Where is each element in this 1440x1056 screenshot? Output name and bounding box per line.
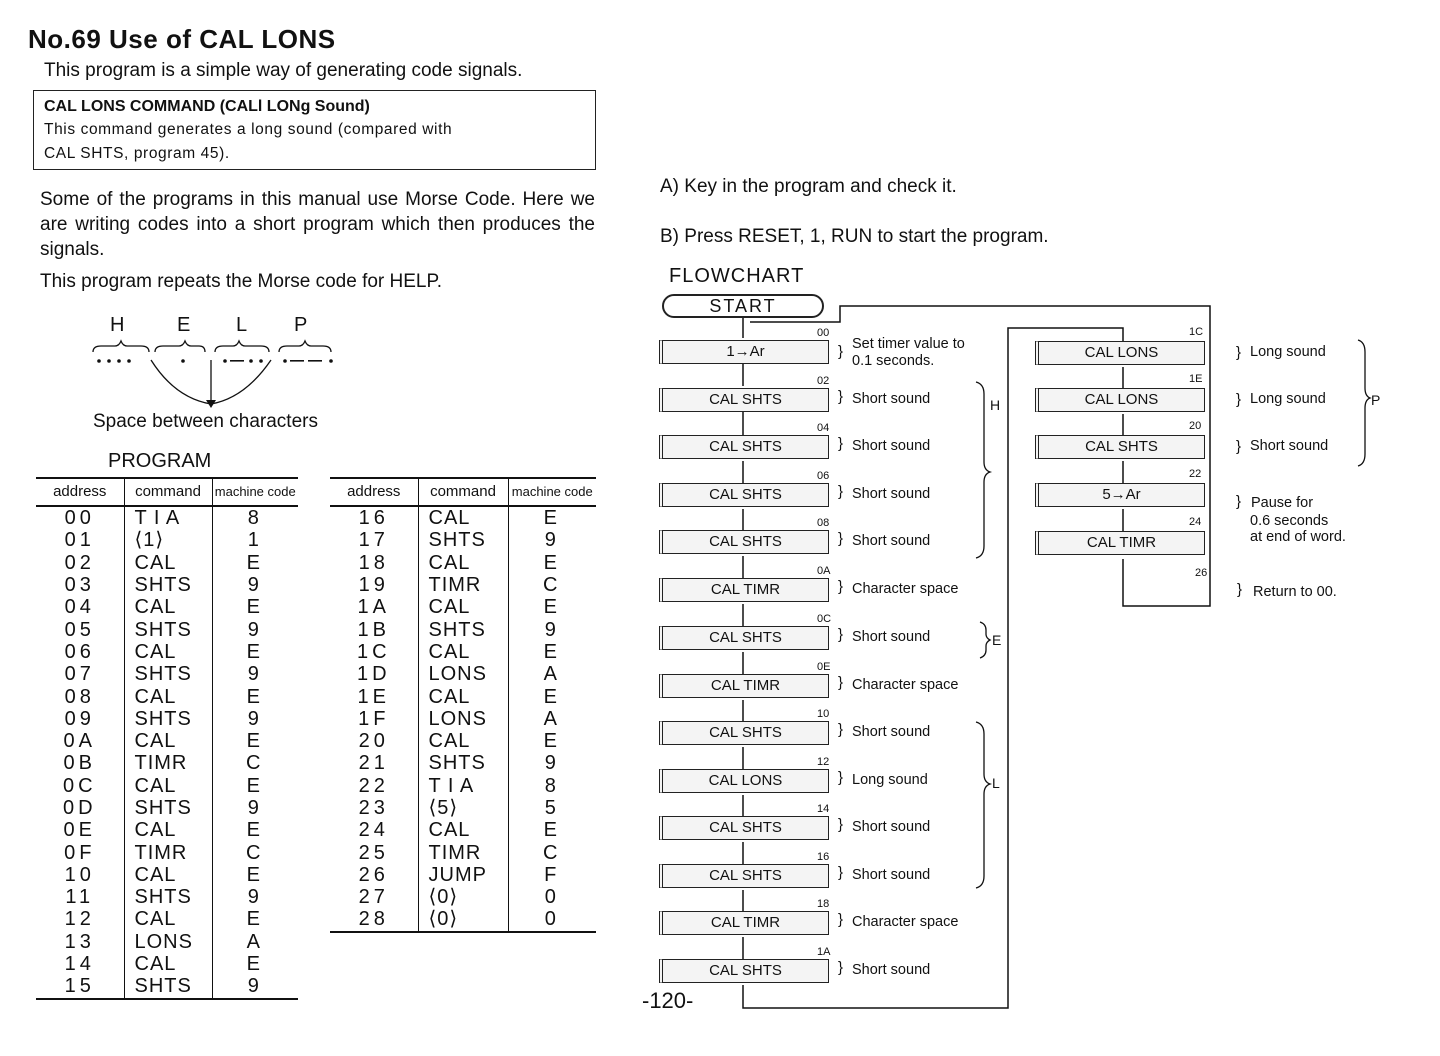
table-row: [36, 596, 298, 618]
help-paragraph: This program repeats the Morse code for HELP.: [40, 271, 443, 292]
table-row: [36, 819, 298, 841]
table-row: [36, 975, 298, 998]
bracket: }: [1236, 438, 1242, 455]
command-box: [33, 90, 596, 170]
machine-code-cell: E: [246, 640, 264, 663]
flowchart-step: 5→Ar: [1035, 483, 1205, 507]
address-cell: 24: [330, 819, 418, 841]
machine-code-cell: E: [543, 640, 561, 663]
step-description: Long sound: [852, 772, 928, 788]
machine-code-cell: 9: [212, 975, 298, 998]
step-address: 00: [817, 327, 830, 339]
command-cell: CAL: [124, 685, 212, 707]
command-cell: TIMR: [124, 841, 212, 863]
table-row: [330, 775, 596, 797]
flowchart-step: CAL SHTS: [659, 388, 829, 412]
step-address: 26: [1195, 567, 1208, 579]
table-row: [36, 841, 298, 863]
machine-code-cell: 5: [544, 797, 560, 819]
morse-letter-e: E: [177, 314, 191, 336]
command-cell: TIMR: [124, 752, 212, 774]
machine-code-cell: E: [543, 730, 561, 753]
table-row: [36, 886, 298, 908]
group-braces: [960, 330, 1390, 900]
address-cell: 0A: [36, 730, 124, 752]
flowchart-step: CAL SHTS: [1035, 435, 1205, 459]
table-row: [36, 641, 298, 663]
address-header: address: [330, 478, 418, 506]
step-description: Short sound: [852, 819, 931, 835]
address-cell: 00: [36, 506, 124, 529]
morse-diagram: [85, 338, 345, 410]
address-cell: 14: [36, 953, 124, 975]
address-cell: 27: [330, 886, 418, 908]
table-row: [330, 663, 596, 685]
table-row: [36, 574, 298, 596]
machine-code-header: machine code: [212, 478, 298, 506]
address-cell: 0F: [36, 841, 124, 863]
machine-code-cell: 9: [544, 752, 560, 775]
address-cell: 20: [330, 730, 418, 752]
flowchart-step: CAL TIMR: [659, 578, 829, 602]
machine-code-cell: E: [246, 596, 264, 619]
table-row: [36, 908, 298, 930]
step-description: Set timer value to: [852, 336, 965, 352]
group-h-label: H: [990, 397, 1001, 413]
command-cell: ⟨1⟩: [124, 529, 212, 551]
bracket: }: [838, 816, 844, 833]
command-cell: CAL: [124, 641, 212, 663]
table-row: [36, 552, 298, 574]
command-cell: ⟨0⟩: [418, 908, 508, 931]
bracket: }: [838, 674, 844, 691]
flowchart-step: 1→Ar: [659, 340, 829, 364]
machine-code-cell: C: [246, 752, 265, 775]
bracket: }: [838, 343, 844, 360]
bracket: }: [838, 721, 844, 738]
command-cell: ⟨0⟩: [418, 886, 508, 908]
table-row: [36, 752, 298, 774]
flowchart-step: CAL SHTS: [659, 721, 829, 745]
command-cell: CAL: [418, 819, 508, 841]
step-description: Short sound: [852, 962, 931, 978]
step-description: Long sound: [1250, 391, 1326, 407]
machine-code-cell: E: [246, 685, 264, 708]
address-cell: 01: [36, 529, 124, 551]
morse-letter-p: P: [294, 314, 308, 336]
address-cell: 17: [330, 529, 418, 551]
step-description-2: 0.1 seconds.: [852, 353, 935, 369]
table-row: [330, 596, 596, 618]
flowchart-step: CAL SHTS: [659, 435, 829, 459]
command-box-line2: CAL SHTS, program 45).: [44, 145, 230, 162]
machine-code-cell: C: [246, 841, 265, 864]
command-cell: LONS: [418, 663, 508, 685]
command-cell: CAL: [124, 908, 212, 930]
bracket: }: [838, 578, 844, 595]
step-address: 04: [817, 422, 830, 434]
table-row: [330, 886, 596, 908]
machine-code-cell: 9: [247, 663, 263, 686]
table-row: [36, 931, 298, 953]
machine-code-cell: E: [543, 819, 561, 842]
address-cell: 04: [36, 596, 124, 618]
table-row: [330, 685, 596, 707]
step-address: 08: [817, 517, 830, 529]
flowchart-label: FLOWCHART: [669, 265, 805, 287]
table-row: [330, 730, 596, 752]
machine-code-cell: 8: [544, 774, 560, 797]
command-cell: CAL: [124, 552, 212, 574]
table-row: [330, 752, 596, 774]
table-row: [330, 819, 596, 841]
machine-code-cell: A: [543, 707, 561, 730]
address-cell: 03: [36, 574, 124, 596]
flowchart-step: CAL SHTS: [659, 483, 829, 507]
group-l-label: L: [992, 775, 1000, 791]
morse-letter-h: H: [110, 314, 125, 336]
command-cell: CAL: [418, 730, 508, 752]
step-description: Short sound: [852, 533, 931, 549]
address-cell: 06: [36, 641, 124, 663]
step-address: 0A: [817, 565, 831, 577]
table-row: [330, 618, 596, 640]
step-address: 02: [817, 375, 830, 387]
step-description: Short sound: [1250, 438, 1329, 454]
command-cell: CAL: [418, 596, 508, 618]
flowchart-step: CAL SHTS: [659, 626, 829, 650]
address-cell: 21: [330, 752, 418, 774]
step-address: 16: [817, 851, 830, 863]
bracket: }: [838, 626, 844, 643]
machine-code-cell: C: [543, 574, 562, 597]
address-cell: 1A: [330, 596, 418, 618]
table-row: [330, 574, 596, 596]
machine-code-cell: 9: [544, 618, 560, 641]
table-row: [36, 663, 298, 685]
step-address: 0E: [817, 661, 831, 673]
bracket: }: [838, 483, 844, 500]
address-cell: 15: [36, 975, 124, 998]
address-cell: 28: [330, 908, 418, 931]
step-description-3: at end of word.: [1250, 529, 1346, 545]
address-cell: 09: [36, 708, 124, 730]
return-description: Return to 00.: [1253, 584, 1337, 600]
step-address: 14: [817, 803, 830, 815]
step-description: Short sound: [852, 486, 931, 502]
step-address: 1A: [817, 946, 831, 958]
step-description: Character space: [852, 581, 959, 597]
page-number: -120-: [642, 988, 694, 1013]
intro-paragraph: Some of the programs in this manual use Morse Code. Here we are writing codes into a short program which then produces the signals.: [40, 189, 595, 260]
step-address: 12: [817, 756, 830, 768]
address-cell: 1B: [330, 618, 418, 640]
address-cell: 22: [330, 775, 418, 797]
step-description: Short sound: [852, 867, 931, 883]
command-cell: CAL: [124, 864, 212, 886]
machine-code-cell: E: [246, 953, 264, 976]
address-cell: 26: [330, 864, 418, 886]
address-cell: 0C: [36, 775, 124, 797]
morse-caption: Space between characters: [93, 411, 318, 432]
address-cell: 10: [36, 864, 124, 886]
table-row: [330, 529, 596, 551]
bracket: }: [838, 769, 844, 786]
step-description-2: 0.6 seconds: [1250, 513, 1329, 529]
address-cell: 19: [330, 574, 418, 596]
step-address: 10: [817, 708, 830, 720]
command-cell: LONS: [418, 708, 508, 730]
command-cell: SHTS: [124, 574, 212, 596]
address-cell: 11: [36, 886, 124, 908]
step-address: 24: [1189, 516, 1202, 528]
table-row: [330, 864, 596, 886]
command-cell: SHTS: [124, 663, 212, 685]
address-cell: 0D: [36, 797, 124, 819]
table-row: [330, 641, 596, 663]
machine-code-cell: E: [246, 819, 264, 842]
command-cell: T I A: [124, 506, 212, 529]
command-box-line1: This command generates a long sound (compared with: [44, 121, 453, 138]
bracket: }: [838, 864, 844, 881]
machine-code-cell: E: [543, 551, 561, 574]
page-subtitle: This program is a simple way of generating code signals.: [44, 60, 523, 81]
flowchart-step: CAL LONS: [1035, 388, 1205, 412]
address-cell: 0B: [36, 752, 124, 774]
table-row: [36, 797, 298, 819]
machine-code-cell: A: [543, 663, 561, 686]
address-cell: 18: [330, 552, 418, 574]
table-row: [330, 506, 596, 529]
machine-code-cell: 0: [544, 886, 560, 909]
address-cell: 13: [36, 931, 124, 953]
address-cell: 12: [36, 908, 124, 930]
command-cell: T I A: [418, 775, 508, 797]
step-a: A) Key in the program and check it.: [660, 176, 957, 197]
machine-code-cell: 9: [247, 886, 263, 909]
step-address: 20: [1189, 420, 1202, 432]
command-header: command: [124, 478, 212, 506]
table-row: [36, 708, 298, 730]
address-header: address: [36, 478, 124, 506]
command-cell: CAL: [124, 730, 212, 752]
table-row: [36, 506, 298, 529]
address-cell: 07: [36, 663, 124, 685]
bracket: }: [1236, 344, 1242, 361]
step-address: 1E: [1189, 373, 1203, 385]
machine-code-cell: A: [246, 930, 264, 953]
address-cell: 05: [36, 618, 124, 640]
table-row: [330, 841, 596, 863]
machine-code-cell: E: [246, 774, 264, 797]
table-row: [330, 708, 596, 730]
address-cell: 25: [330, 841, 418, 863]
bracket: }: [1237, 581, 1243, 598]
address-cell: 16: [330, 506, 418, 529]
command-cell: SHTS: [418, 618, 508, 640]
step-description: Short sound: [852, 724, 931, 740]
command-cell: CAL: [418, 552, 508, 574]
address-cell: 08: [36, 685, 124, 707]
command-cell: CAL: [124, 819, 212, 841]
table-row: [36, 775, 298, 797]
bracket: }: [838, 388, 844, 405]
command-cell: TIMR: [418, 574, 508, 596]
command-cell: CAL: [418, 506, 508, 529]
address-cell: 02: [36, 552, 124, 574]
table-row: [36, 953, 298, 975]
machine-code-cell: 8: [247, 507, 263, 530]
table-row: [36, 864, 298, 886]
command-cell: CAL: [124, 953, 212, 975]
command-cell: SHTS: [124, 797, 212, 819]
address-cell: 1E: [330, 685, 418, 707]
group-e-label: E: [992, 632, 1002, 648]
machine-code-header: machine code: [508, 478, 596, 506]
address-cell: 1C: [330, 641, 418, 663]
machine-code-cell: E: [543, 685, 561, 708]
command-cell: CAL: [418, 641, 508, 663]
machine-code-cell: 9: [247, 618, 263, 641]
program-table-right: [330, 477, 596, 933]
command-cell: CAL: [418, 685, 508, 707]
machine-code-cell: 9: [247, 574, 263, 597]
command-cell: SHTS: [124, 886, 212, 908]
command-cell: CAL: [124, 596, 212, 618]
address-cell: 1F: [330, 708, 418, 730]
table-row: [36, 685, 298, 707]
morse-letter-l: L: [236, 314, 248, 336]
step-description: Long sound: [1250, 344, 1326, 360]
step-address: 0C: [817, 613, 832, 625]
command-cell: SHTS: [124, 618, 212, 640]
program-label: PROGRAM: [108, 450, 212, 472]
table-row: [330, 797, 596, 819]
page-title: No.69 Use of CAL LONS: [28, 24, 336, 54]
command-cell: CAL: [124, 775, 212, 797]
step-b: B) Press RESET, 1, RUN to start the program.: [660, 226, 1049, 247]
machine-code-cell: E: [246, 908, 264, 931]
command-cell: LONS: [124, 931, 212, 953]
step-address: 06: [817, 470, 830, 482]
flowchart-step: CAL SHTS: [659, 530, 829, 554]
step-address: 18: [817, 898, 830, 910]
bracket: }: [838, 435, 844, 452]
flowchart-start: START: [662, 294, 824, 318]
machine-code-cell: C: [543, 841, 562, 864]
command-header: command: [418, 478, 508, 506]
machine-code-cell: E: [543, 596, 561, 619]
machine-code-cell: 9: [247, 707, 263, 730]
bracket: }: [838, 530, 844, 547]
bracket: }: [838, 959, 844, 976]
address-cell: 0E: [36, 819, 124, 841]
command-cell: SHTS: [124, 975, 212, 998]
address-cell: 23: [330, 797, 418, 819]
step-description: Character space: [852, 914, 959, 930]
machine-code-cell: E: [543, 507, 561, 530]
machine-code-cell: 9: [247, 797, 263, 819]
machine-code-cell: 0: [508, 908, 596, 931]
step-address: 1C: [1189, 326, 1204, 338]
machine-code-cell: F: [544, 863, 561, 886]
flowchart-step: CAL LONS: [659, 769, 829, 793]
step-description: Short sound: [852, 438, 931, 454]
command-cell: SHTS: [418, 752, 508, 774]
machine-code-cell: 1: [247, 529, 263, 552]
step-description: Short sound: [852, 391, 931, 407]
step-description: Pause for: [1251, 495, 1314, 511]
flowchart-step: CAL TIMR: [659, 911, 829, 935]
flowchart-step: CAL SHTS: [659, 959, 829, 983]
machine-code-cell: E: [246, 863, 264, 886]
step-address: 22: [1189, 468, 1202, 480]
address-cell: 1D: [330, 663, 418, 685]
flowchart-step: CAL TIMR: [1035, 531, 1205, 555]
table-row: [36, 529, 298, 551]
bracket: }: [1236, 493, 1242, 510]
flowchart-step: CAL LONS: [1035, 341, 1205, 365]
flowchart-step: CAL SHTS: [659, 816, 829, 840]
command-cell: JUMP: [418, 864, 508, 886]
machine-code-cell: 9: [544, 529, 560, 552]
group-p-label: P: [1371, 392, 1381, 408]
command-cell: TIMR: [418, 841, 508, 863]
command-cell: SHTS: [418, 529, 508, 551]
table-row: [36, 730, 298, 752]
bracket: }: [1236, 391, 1242, 408]
flowchart-step: CAL TIMR: [659, 674, 829, 698]
program-table-left: [36, 477, 298, 1000]
machine-code-cell: E: [246, 730, 264, 753]
machine-code-cell: E: [246, 551, 264, 574]
table-row: [330, 908, 596, 931]
bracket: }: [838, 911, 844, 928]
table-row: [36, 618, 298, 640]
command-cell: SHTS: [124, 708, 212, 730]
step-description: Short sound: [852, 629, 931, 645]
table-row: [330, 552, 596, 574]
flowchart-step: CAL SHTS: [659, 864, 829, 888]
command-box-heading: CAL LONS COMMAND (CALl LONg Sound): [44, 98, 370, 115]
step-description: Character space: [852, 677, 959, 693]
command-cell: ⟨5⟩: [418, 797, 508, 819]
